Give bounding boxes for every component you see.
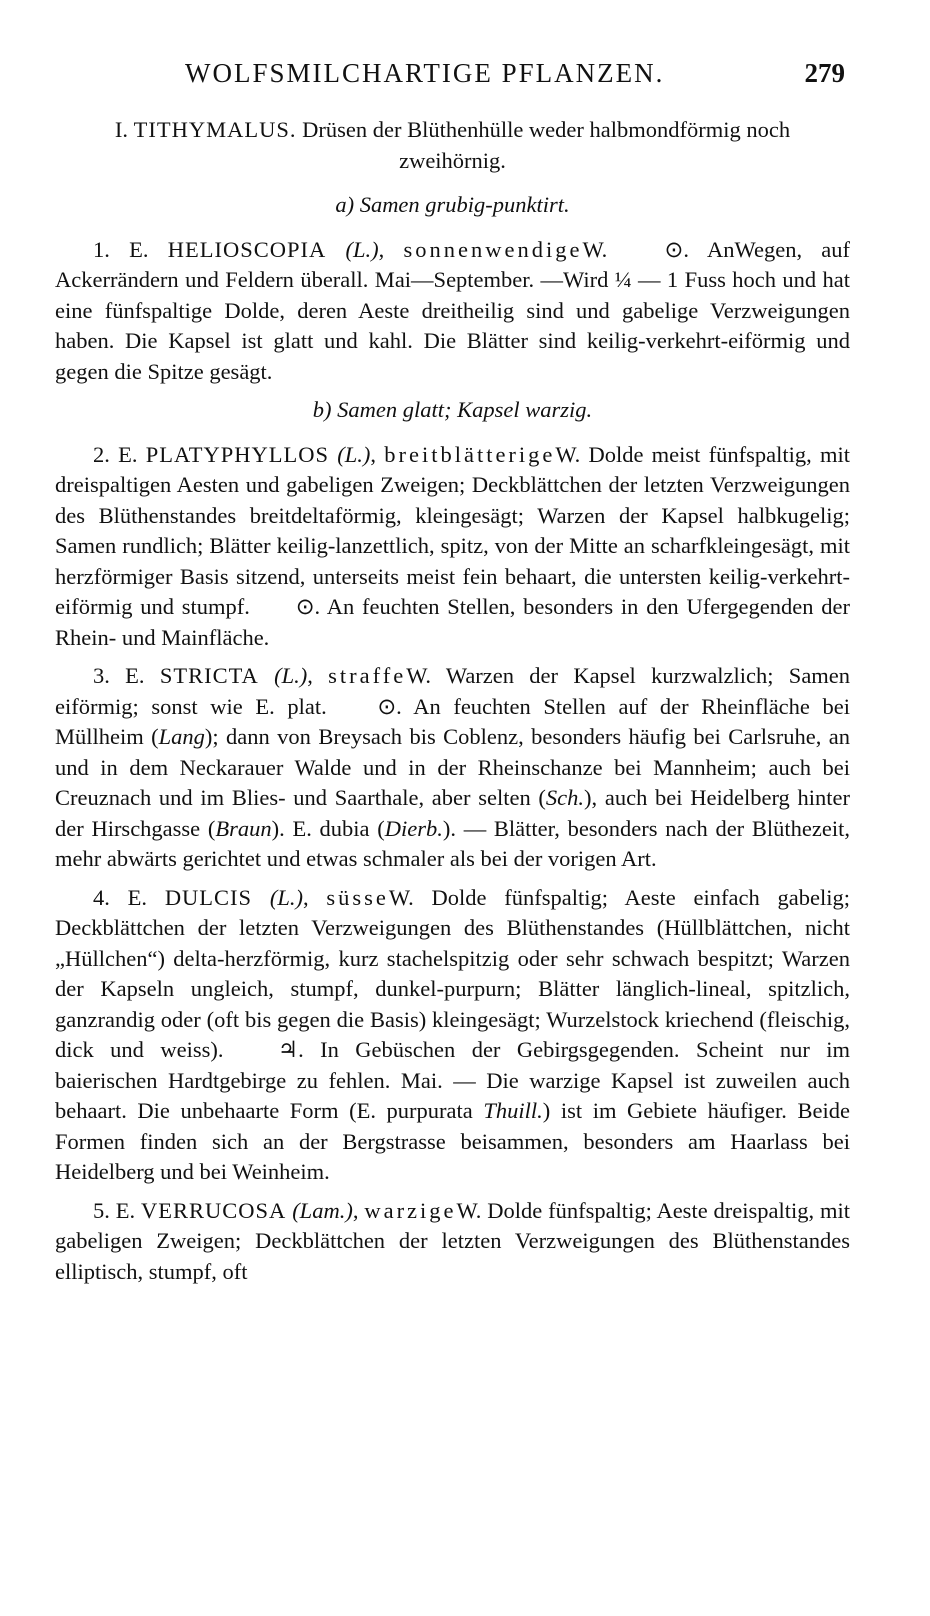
species-entry-2: 2. E. PLATYPHYLLOS (L.), breitblätterigeW. Dolde meist fünfspaltig, mit dreispaltigen Aesten und gabeligen Zweigen; Deckblättchen der letzten Verzweigungen des Blüthenstandes breitdeltaförmig, kleingesägt; Warzen der Kapsel halbkugelig; Samen rundlich; Blätter keilig-lanzettlich, spitz, von der Mitte an scharfkleingesägt, mit herzförmiger Basis sitzend, unterseits meist fein behaart, die untersten keilig-verkehrt-eiförmig und stumpf. ⊙. An feuchten Stellen, besonders in den Ufergegenden der Rhein- und Mainfläche. xyxy=(55,441,850,650)
entry-number: 2. E. xyxy=(93,441,138,467)
entry-text: Dolde fünfspaltig; Aeste dreispaltig, mit gabeligen Zweigen; Deckblättchen der letzten Verzweigungen des Blüthenstandes elliptisch, stumpf, oft xyxy=(55,1197,851,1284)
vernacular-suffix: W. xyxy=(582,236,608,262)
species-name: HELIOSCOPIA xyxy=(167,236,327,262)
species-author: (L.) xyxy=(345,236,379,262)
entry-text-habitat: An feuchten Stellen, besonders in den Ufergegenden der Rhein- und Mainfläche. xyxy=(55,594,850,650)
entry-number: 1. E. xyxy=(93,236,149,262)
entry-text-cont: ), auch bei Heidelberg hinter der Hirschgasse ( xyxy=(55,785,851,841)
annual-symbol: ⊙. xyxy=(295,594,321,619)
annual-symbol: ⊙. xyxy=(664,236,690,262)
species-entry-4: 4. E. DULCIS (L.), süsseW. Dolde fünfspaltig; Aeste einfach gabelig; Deckblättchen der letzten Verzweigungen des Blüthenstandes (Hüllblättchen, nicht „Hüllchen“) delta-herzförmig, kurz stachelspitzig oder sehr schwach bespitzt; Warzen der Kapseln ungleich, stumpf, dunkel-purpurn; Blätter länglich-lineal, spitzlich, ganzrandig oder (oft bis gegen die Basis) kleingesägt; Wurzelstock kriechend (fleischig, dick und weiss). ♃. In Gebüschen der Gebirgsgegenden. Scheint nur im baierischen Hardtgebirge zu fehlen. Mai. — Die warzige Kapsel ist zuweilen auch behaart. Die unbehaarte Form (E. purpurata Thuill.) ist im Gebiete häufiger. Beide Formen finden sich an der Bergstrasse beisammen, besonders am Haarlass bei Heidelberg und bei Weinheim. xyxy=(55,884,851,1184)
section-description: Drüsen der Blüthenhülle weder halbmondförmig noch zweihörnig. xyxy=(302,117,791,173)
entry-text-cont: ). E. dubia ( xyxy=(271,815,385,841)
entry-text-cont: ); dann von Breysach bis Coblenz, besonders häufig bei Carlsruhe, an und in dem Neckarauer Walde und in der Rheinschanze bei Mannheim; auch bei Creuznach und im Blies- und Saarthale, aber selten ( xyxy=(55,724,850,810)
species-author: (L.) xyxy=(274,663,308,688)
perennial-symbol: ♃. xyxy=(277,1037,304,1062)
vernacular-name: warzige xyxy=(364,1197,457,1223)
subheading-a-text: Samen grubig-punktirt. xyxy=(359,192,570,217)
entry-text: Warzen der Kapsel kurzwalzlich; Samen eiförmig; sonst wie E. plat. xyxy=(55,663,851,719)
citation: Lang xyxy=(158,724,205,749)
vernacular-name: süsse xyxy=(326,884,389,910)
species-entry-5: 5. E. VERRUCOSA (Lam.), warzigeW. Dolde fünfspaltig; Aeste dreispaltig, mit gabeligen Zweigen; Deckblättchen der letzten Verzweigungen des Blüthenstandes elliptisch, stumpf, oft xyxy=(55,1197,851,1284)
section-name: TITHYMALUS. xyxy=(133,117,297,142)
page-body xyxy=(55,115,850,1295)
entry-number: 4. E. xyxy=(93,884,148,910)
species-entry-3: 3. E. STRICTA (L.), straffeW. Warzen der Kapsel kurzwalzlich; Samen eiförmig; sonst wie E. plat. ⊙. An feuchten Stellen auf der Rheinfläche bei Müllheim (Lang); dann von Breysach bis Coblenz, besonders häufig bei Carlsruhe, an und in dem Neckarauer Walde und in der Rheinschanze bei Mannheim; auch bei Creuznach und im Blies- und Saarthale, aber selten (Sch.), auch bei Heidelberg hinter der Hirschgasse (Braun). E. dubia (Dierb.). — Blätter, besonders nach der Blüthezeit, mehr abwärts gerichtet und etwas schmaler als bei der vorigen Art. xyxy=(55,663,851,871)
vernacular-suffix: W. xyxy=(388,884,414,910)
entry-text-habitat: An feuchten Stellen auf der Rheinfläche bei Müllheim ( xyxy=(55,693,851,749)
vernacular-suffix: W. xyxy=(406,663,431,688)
vernacular-suffix: W. xyxy=(456,1197,482,1223)
section-number: I. xyxy=(114,117,128,142)
vernacular-name: straffe xyxy=(328,663,407,688)
species-author: (L.) xyxy=(269,884,303,910)
entry-number: 3. E. xyxy=(93,663,145,688)
species-entry-1: 1. E. HELIOSCOPIA (L.), sonnenwendigeW. ⊙. AnWegen, auf Ackerrändern und Feldern überall. Mai—September. —Wird ¼ — 1 Fuss hoch und hat eine fünfspaltige Dolde, deren Aeste dreitheilig sind und gabelige Verzweigungen haben. Die Kapsel ist glatt und kahl. Die Blätter sind keilig-verkehrt-eiförmig und gegen die Spitze gesägt. xyxy=(55,236,851,384)
subheading-b-label: b) xyxy=(312,397,332,422)
entry-text: Dolde fünfspaltig; Aeste einfach gabelig; Deckblättchen der letzten Verzweigungen des Blüthenstandes (Hüllblättchen, nicht „Hüllchen“) delta-herzförmig, kurz stachelspitzig oder sehr schwach bespitzt; Warzen der Kapseln ungleich, stumpf, dunkel-purpurn; Blätter länglich-lineal, spitzlich, ganzrandig oder (oft bis gegen die Basis) kleingesägt; Wurzelstock kriechend (fleischig, dick und weiss). xyxy=(55,884,850,1062)
species-author: (L.) xyxy=(337,441,371,467)
species-name: STRICTA xyxy=(159,663,259,688)
citation: Thuill. xyxy=(483,1098,543,1123)
vernacular-name: breitblätterige xyxy=(384,441,556,467)
citation: Braun xyxy=(215,815,272,841)
subheading-b-text: Samen glatt; Kapsel warzig. xyxy=(337,397,593,422)
species-author: (Lam.) xyxy=(292,1197,353,1223)
citation: Sch. xyxy=(545,785,585,810)
section-heading xyxy=(55,115,850,176)
page-header xyxy=(0,58,930,98)
annual-symbol: ⊙. xyxy=(377,693,402,719)
subheading-a-label: a) xyxy=(335,192,355,217)
entry-text-cont: ) ist im Gebiete häufiger. Beide Formen finden sich an der Bergstrasse beisammen, besonders am Haarlass bei Heidelberg und bei Weinheim. xyxy=(55,1098,850,1184)
running-title: WOLFSMILCHARTIGE PFLANZEN. xyxy=(185,58,665,88)
species-name: VERRUCOSA xyxy=(141,1197,287,1223)
entry-text-habitat: In Gebüschen der Gebirgsgegenden. Scheint nur im baierischen Hardtgebirge zu fehlen. Mai. — Die warzige Kapsel ist zuweilen auch behaart. Die unbehaarte Form (E. purpurata xyxy=(55,1037,851,1123)
entry-text: Dolde meist fünfspaltig, mit dreispaltigen Aesten und gabeligen Zweigen; Deckblättchen der letzten Verzweigungen des Blüthenstandes breitdeltaförmig, kleingesägt; Warzen der Kapsel halbkugelig; Samen rundlich; Blätter keilig-lanzettlich, spitz, von der Mitte an scharfkleingesägt, mit herzförmiger Basis sitzend, unterseits meist fein behaart, die untersten keilig-verkehrt-eiförmig und stumpf. xyxy=(55,441,850,619)
vernacular-suffix: W. xyxy=(555,441,581,467)
entry-number: 5. E. xyxy=(93,1197,136,1223)
entry-text-cont: ). — Blätter, besonders nach der Blüthezeit, mehr abwärts gerichtet und etwas schmaler als bei der vorigen Art. xyxy=(55,815,850,871)
citation: Dierb. xyxy=(384,815,443,841)
subheading-b xyxy=(55,395,850,426)
subheading-a xyxy=(55,190,850,221)
vernacular-name: sonnenwendige xyxy=(403,236,583,262)
species-name: PLATYPHYLLOS xyxy=(145,441,329,467)
page-number: 279 xyxy=(804,58,845,88)
entry-text: AnWegen, auf Ackerrändern und Feldern überall. Mai—September. —Wird ¼ — 1 Fuss hoch und hat eine fünfspaltige Dolde, deren Aeste dreitheilig sind und gabelige Verzweigungen haben. Die Kapsel ist glatt und kahl. Die Blätter sind keilig-verkehrt-eiförmig und gegen die Spitze gesägt. xyxy=(55,236,851,384)
species-name: DULCIS xyxy=(164,884,253,910)
